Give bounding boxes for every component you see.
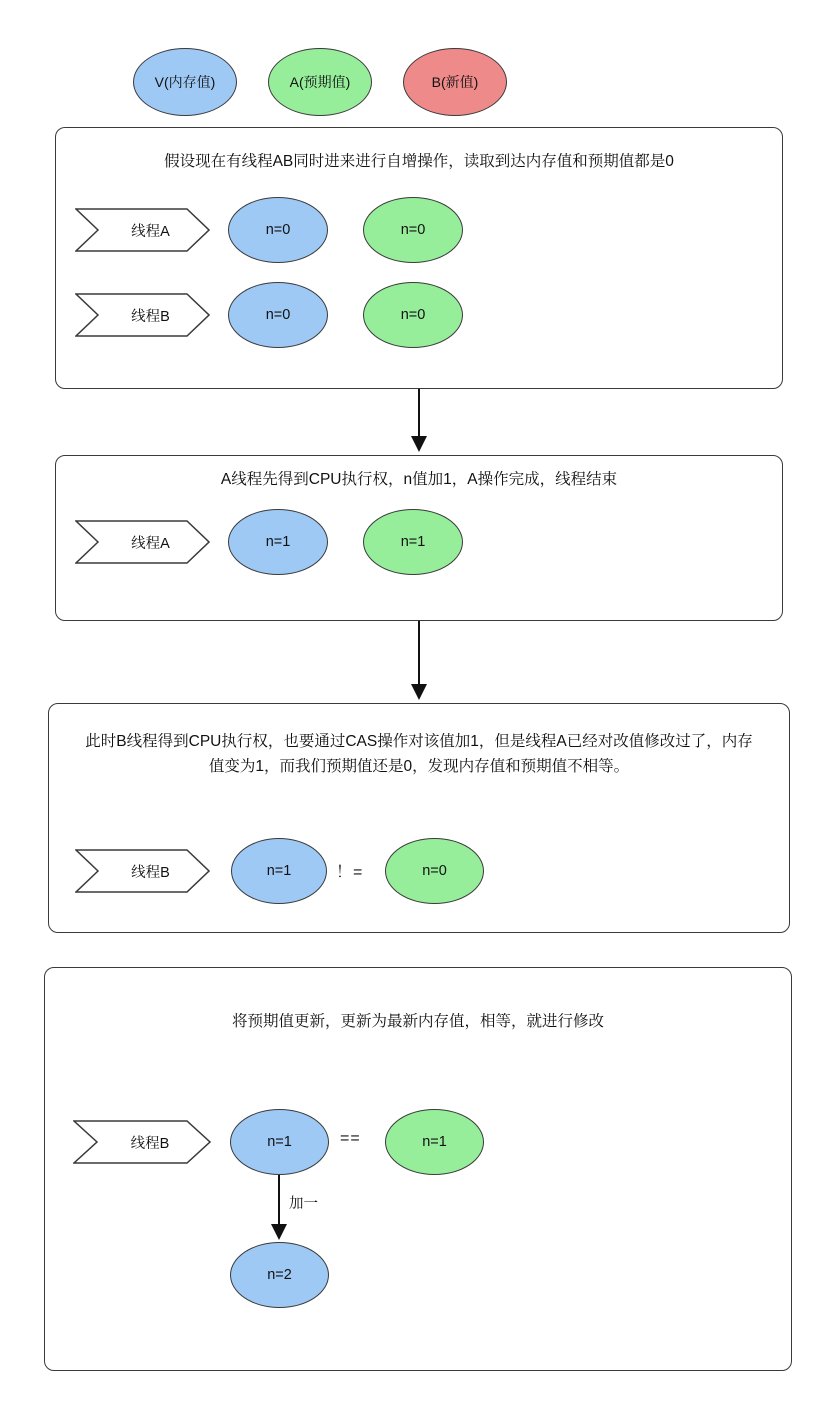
node-memory-b-step1: [228, 282, 328, 348]
node-memory-a-step2: [228, 509, 328, 575]
node-memory-b-step4: [230, 1109, 329, 1175]
node-expected-a-step2: [363, 509, 463, 575]
thread-tag-b-step4-label: 线程B: [130, 1135, 170, 1152]
panel-step-2-text: A线程先得到CPU执行权，n值加1，A操作完成，线程结束: [220, 471, 618, 488]
node-label: n=0: [265, 307, 291, 323]
node-expected-a-step1: [363, 197, 463, 263]
node-label: n=1: [267, 1134, 292, 1150]
thread-tag-a-step1-label: 线程A: [131, 223, 170, 240]
panel-step-3-text: 此时B线程得到CPU执行权，也要通过CAS操作对该值加1，但是线程A已经对改值修改过了，内存值变为1，而我们预期值还是0，发现内存值和预期值不相等。: [85, 733, 753, 775]
comparison-operator-step4: ==: [340, 1130, 361, 1147]
thread-tag-b-step3-label: 线程B: [131, 864, 170, 881]
node-memory-b-step3: [231, 838, 327, 904]
thread-tag-a-step2: [75, 520, 210, 564]
comparison-operator-step3: ！=: [336, 864, 364, 881]
node-result-step4: [230, 1242, 329, 1308]
node-expected-b-step4: [385, 1109, 484, 1175]
node-label: n=0: [265, 222, 291, 238]
node-label: n=0: [400, 307, 426, 323]
thread-tag-b-step4: [73, 1120, 211, 1164]
legend-new-value-label: B(新值): [431, 73, 479, 90]
node-memory-a-step1: [228, 197, 328, 263]
thread-tag-a-step1: [75, 208, 210, 252]
legend-expected-value: [268, 48, 372, 116]
node-label: n=1: [266, 863, 292, 879]
legend-new-value: [403, 48, 507, 116]
node-label: n=2: [267, 1267, 292, 1283]
node-label: n=0: [422, 863, 447, 879]
thread-tag-a-step2-label: 线程A: [131, 535, 170, 552]
node-label: n=1: [422, 1134, 447, 1150]
thread-tag-b-step1-label: 线程B: [131, 308, 170, 325]
panel-step-4-text: 将预期值更新，更新为最新内存值，相等，就进行修改: [231, 1013, 604, 1030]
node-label: n=0: [400, 222, 426, 238]
increment-label: 加一: [289, 1196, 318, 1212]
thread-tag-b-step1: [75, 293, 210, 337]
legend-memory-value: [133, 48, 237, 116]
node-expected-b-step3: [385, 838, 484, 904]
node-expected-b-step1: [363, 282, 463, 348]
thread-tag-b-step3: [75, 849, 210, 893]
legend-memory-value-label: V(内存值): [154, 73, 216, 90]
node-label: n=1: [265, 534, 291, 550]
panel-step-1-text: 假设现在有线程AB同时进来进行自增操作，读取到达内存值和预期值都是0: [164, 153, 674, 170]
node-label: n=1: [400, 534, 426, 550]
legend-expected-value-label: A(预期值): [289, 73, 351, 90]
